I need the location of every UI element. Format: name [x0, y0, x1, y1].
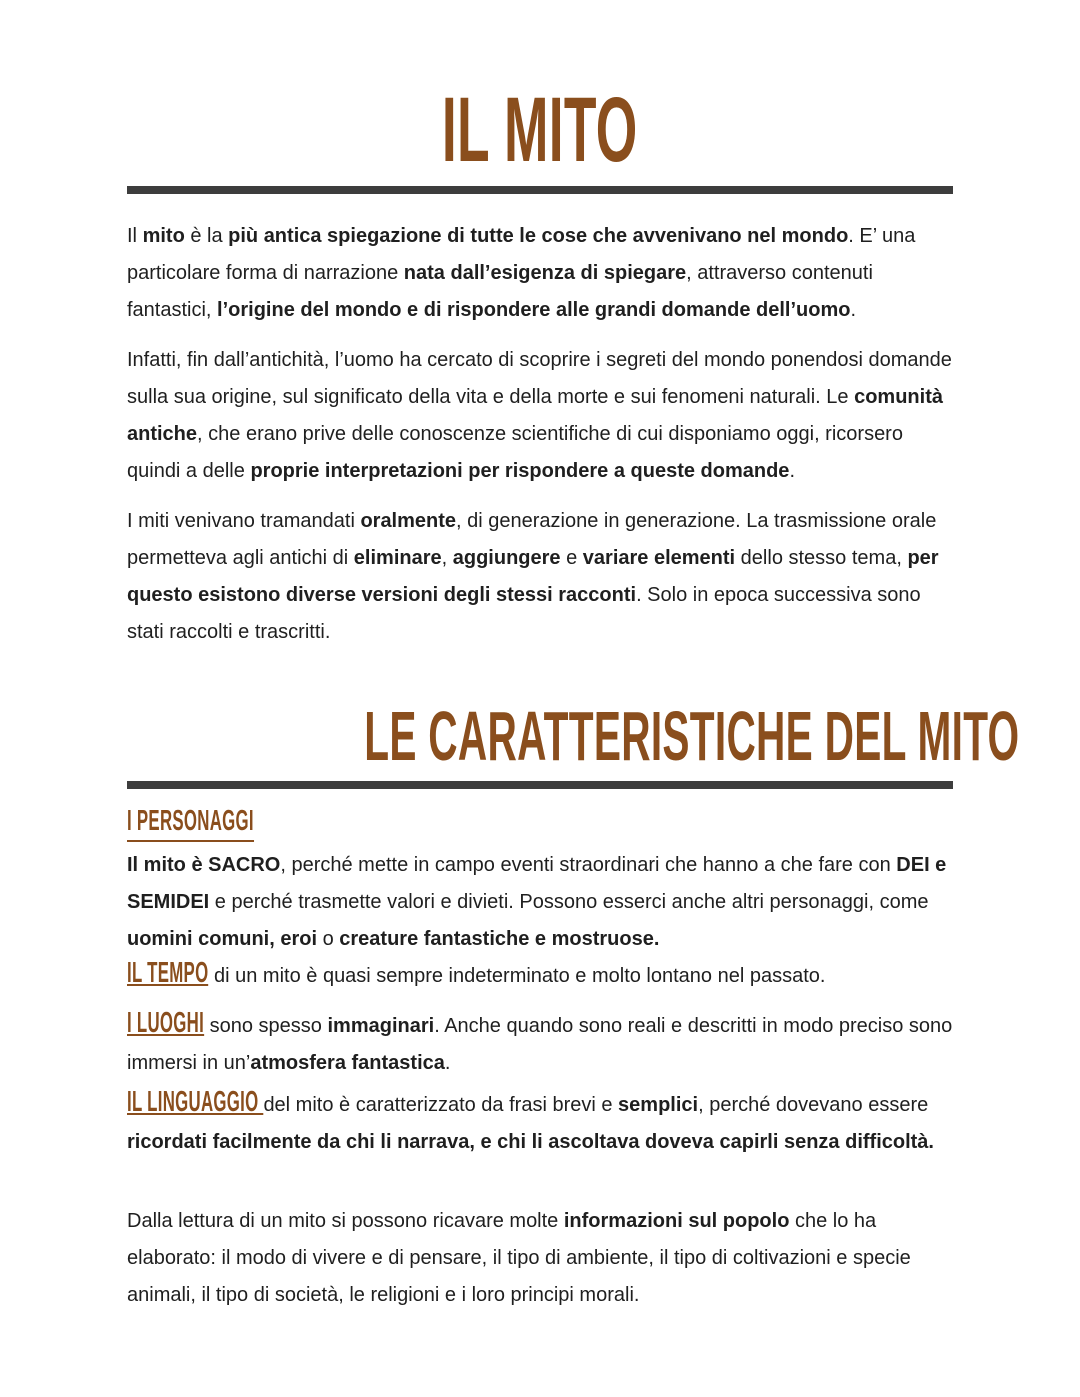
paragraph — [127, 1203, 953, 1314]
bold-text: immaginari — [327, 1015, 435, 1037]
page-title-text: IL MITO — [442, 79, 638, 181]
bold-text: DEI e SEMIDEI — [127, 854, 947, 913]
inline-heading-text: IL TEMPO — [127, 957, 209, 989]
section-caratteristiche — [127, 697, 1020, 1314]
section-body — [127, 803, 953, 1314]
bold-text: creature fantastiche e mostruose. — [339, 928, 660, 950]
inline-heading-il-tempo — [127, 957, 209, 989]
text: Infatti, fin dall’antichità, l’uomo ha cercato di scoprire i segreti del mondo ponendosi domande sulla sua origine, sul significato della vita e della morte e sui fenomeni naturali. Le — [127, 349, 952, 408]
bold-text: nata dall’esigenza di spiegare — [403, 262, 687, 284]
text: , di generazione in generazione. La trasmissione orale permetteva agli antichi di — [127, 510, 937, 569]
text: . — [789, 460, 795, 482]
text: , perché mette in campo eventi straordinari che hanno a che fare con — [280, 854, 897, 876]
inline-heading-il-linguaggio — [127, 1086, 264, 1118]
bold-text: proprie interpretazioni per rispondere a queste domande — [250, 460, 790, 482]
bold-text: informazioni sul popolo — [563, 1210, 790, 1232]
section-divider — [127, 781, 953, 789]
text: . Solo in epoca successiva sono stati raccolti e trascritti. — [127, 584, 921, 643]
bold-text: eliminare — [353, 547, 442, 569]
text: . E’ una particolare forma di narrazione — [127, 225, 916, 284]
text: sono spesso — [204, 1015, 328, 1037]
subheading-i-personaggi — [127, 803, 953, 842]
bold-text: uomini comuni, eroi — [127, 928, 318, 950]
text: , attraverso contenuti fantastici, — [127, 262, 873, 321]
bold-text: semplici — [618, 1094, 699, 1116]
section-body — [127, 218, 953, 651]
bold-text: atmosfera fantastica — [250, 1052, 445, 1074]
paragraph — [127, 1008, 953, 1082]
inline-heading-i-luoghi — [127, 1007, 205, 1039]
text: . — [850, 299, 857, 321]
paragraph — [127, 1087, 953, 1161]
paragraph — [127, 342, 953, 490]
bold-text: oralmente — [360, 510, 457, 532]
section-title-text: LE CARATTERISTICHE DEL MITO — [364, 697, 1020, 775]
bold-text: mito — [142, 225, 185, 247]
text: I miti venivano tramandati — [127, 510, 361, 532]
text: Dalla lettura di un mito si possono ricavare molte — [127, 1210, 564, 1232]
text: dello stesso tema, — [735, 547, 908, 569]
bold-text: l’origine del mondo e di rispondere alle grandi domande dell’uomo — [217, 299, 851, 321]
bold-text: per questo esistono diverse versioni degli stessi racconti — [127, 547, 939, 606]
text: . — [444, 1052, 451, 1074]
text: Il — [127, 225, 143, 247]
bold-text: comunità antiche — [127, 386, 943, 445]
bold-text: Il mito è SACRO — [127, 854, 281, 876]
text: è la — [184, 225, 229, 247]
section-title — [127, 697, 1020, 775]
text: o — [317, 928, 340, 950]
section-il-mito — [127, 79, 953, 651]
text: che lo ha elaborato: il modo di vivere e di pensare, il tipo di ambiente, il tipo di coltivazioni e specie animali, il tipo di società, le religioni e i loro principi morali. — [127, 1210, 911, 1306]
bold-text: aggiungere — [452, 547, 561, 569]
page-title — [127, 79, 953, 181]
paragraph — [127, 503, 953, 651]
text: di un mito è quasi sempre indeterminato e molto lontano nel passato. — [208, 965, 826, 987]
text: , perché dovevano essere — [698, 1094, 929, 1116]
subheading-text: I PERSONAGGI — [127, 803, 254, 842]
text: e perché trasmette valori e divieti. Possono esserci anche altri personaggi, come — [209, 891, 929, 913]
paragraph — [127, 847, 953, 958]
text: del mito è caratterizzato da frasi brevi e — [263, 1094, 619, 1116]
text: e — [560, 547, 583, 569]
paragraph — [127, 958, 953, 995]
bold-text: variare elementi — [582, 547, 736, 569]
paragraph — [127, 218, 953, 329]
title-divider — [127, 186, 953, 194]
text: . Anche quando sono reali e descritti in modo preciso sono immersi in un’ — [127, 1015, 953, 1074]
inline-heading-text: IL LINGUAGGIO — [127, 1086, 264, 1118]
bold-text: ricordati facilmente da chi li narrava, e chi li ascoltava doveva capirli senza difficoltà. — [127, 1131, 934, 1153]
bold-text: più antica spiegazione di tutte le cose che avvenivano nel mondo — [228, 225, 849, 247]
text: , che erano prive delle conoscenze scientifiche di cui disponiamo oggi, ricorsero quindi a delle — [127, 423, 903, 482]
inline-heading-text: I LUOGHI — [127, 1007, 205, 1039]
text: , — [441, 547, 453, 569]
